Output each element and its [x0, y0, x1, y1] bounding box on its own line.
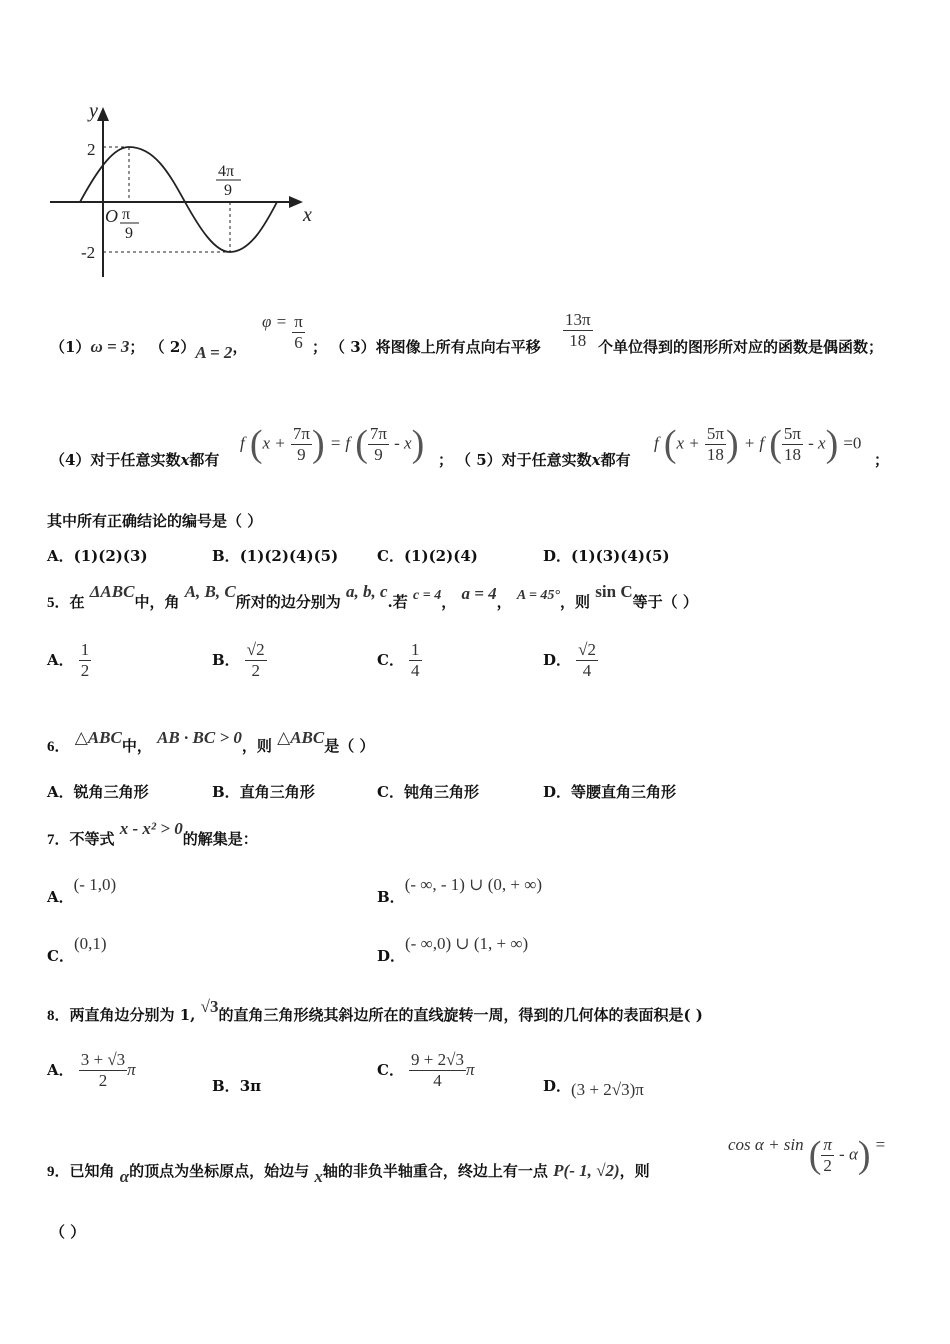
q7-option-a[interactable]: A．(- 1,0)	[47, 875, 117, 906]
q9-expr: cos α + sin ( $\frac{\pi}{2}$ - α) =	[728, 1134, 886, 1176]
q4-s5-expr: f (x + $\frac{5\pi}{18}$ ) + f ( $\frac{5\pi}{18}$ - x) =0	[654, 423, 862, 465]
q6-option-b[interactable]: B．直角三角形	[212, 783, 315, 801]
q9-stem: 9．已知角 α的顶点为坐标原点，始边与 x轴的非负半轴重合，终边上有一点 P(- 1, √2)，则	[47, 1161, 650, 1186]
q6-option-a[interactable]: A．锐角三角形	[47, 783, 149, 801]
q7-option-d[interactable]: D．(- ∞,0) ∪ (1, + ∞)	[377, 934, 529, 965]
origin-label: O	[105, 206, 118, 226]
x-label: x	[303, 204, 312, 226]
sine-graph	[45, 95, 325, 285]
q7-option-c[interactable]: C．(0,1)	[47, 934, 107, 965]
y-label: y	[89, 100, 98, 122]
q6-option-c[interactable]: C．钝角三角形	[377, 783, 479, 801]
q8-option-a[interactable]: A． $\frac{3 + √3}{2}$ π	[47, 1050, 136, 1090]
x-axis-arrow	[289, 196, 303, 208]
q4-s4-expr: f (x + $\frac{7\pi}{9}$ ) = f ( $\frac{7\pi}{9}$ - x)	[240, 423, 425, 465]
q4-option-d[interactable]: D．(1)(3)(4)(5)	[543, 547, 670, 565]
y-max-label: 2	[87, 140, 96, 159]
q4-phi: φ = $\frac{\pi}{6}$	[262, 312, 303, 352]
q5-option-b[interactable]: B． $\frac{√2}{2}$	[212, 640, 265, 680]
q4-option-b[interactable]: B．(1)(2)(4)(5)	[212, 547, 339, 565]
q4-line1: （1）ω = 3； （ 2）A = 2，	[50, 337, 248, 362]
q4-sep5: ；	[874, 451, 890, 469]
q8-option-c[interactable]: C． $\frac{9 + 2√3}{4}$ π	[377, 1050, 475, 1090]
y-min-label: -2	[81, 243, 96, 262]
q4-s3-tail: 个单位得到的图形所对应的函数是偶函数；	[598, 338, 884, 356]
y-axis-arrow	[97, 107, 109, 121]
q4-option-a[interactable]: A．(1)(2)(3)	[47, 547, 148, 565]
q4-option-c[interactable]: C．(1)(2)(4)	[377, 547, 478, 565]
q8-option-d[interactable]: D．(3 + 2√3)π	[543, 1077, 644, 1099]
q6-stem: 6． △ABC中， AB · BC > 0，则 △ABC是（ ）	[47, 728, 375, 755]
q4-sep2: ；	[312, 338, 328, 356]
q4-s5-text: （ 5）对于任意实数x都有	[456, 451, 631, 469]
q5-option-a[interactable]: A． $\frac{1}{2}$	[47, 640, 90, 680]
x-mark1-den: 9	[125, 225, 133, 242]
q5-stem: 5．在 ΔABC中，角 A, B, C所对的边分别为 a, b, c.若 c = 4， a = 4， A = 45°，则 sin C等于（ ）	[47, 582, 698, 611]
q7-stem: 7．不等式 x - x² > 0的解集是：	[47, 819, 258, 848]
q4-s3-text: （ 3）将图像上所有点向右平移	[330, 338, 541, 356]
q5-option-c[interactable]: C． $\frac{1}{4}$	[377, 640, 420, 680]
x-mark1-num: π	[122, 206, 131, 223]
x-mark2-den: 9	[224, 182, 232, 199]
q5-option-d[interactable]: D． $\frac{√2}{4}$	[543, 640, 596, 680]
x-mark2-num: 4π	[218, 163, 235, 180]
q4-question: 其中所有正确结论的编号是（ ）	[47, 512, 263, 530]
q9-answer-blank: （ ）	[50, 1223, 86, 1241]
q6-option-d[interactable]: D．等腰直角三角形	[543, 783, 677, 801]
q4-s3-frac: $\frac{13\pi}{18}$	[565, 310, 591, 350]
q8-option-b[interactable]: B．3π	[212, 1077, 262, 1095]
sine-curve	[80, 147, 277, 252]
q7-option-b[interactable]: B．(- ∞, - 1) ∪ (0, + ∞)	[377, 875, 542, 906]
q4-s4-text: （4）对于任意实数x都有	[50, 451, 220, 469]
q4-sep4: ；	[438, 451, 454, 469]
q8-stem: 8．两直角边分别为 1, √3的直角三角形绕其斜边所在的直线旋转一周，得到的几何体的表面积是( )	[47, 997, 703, 1024]
